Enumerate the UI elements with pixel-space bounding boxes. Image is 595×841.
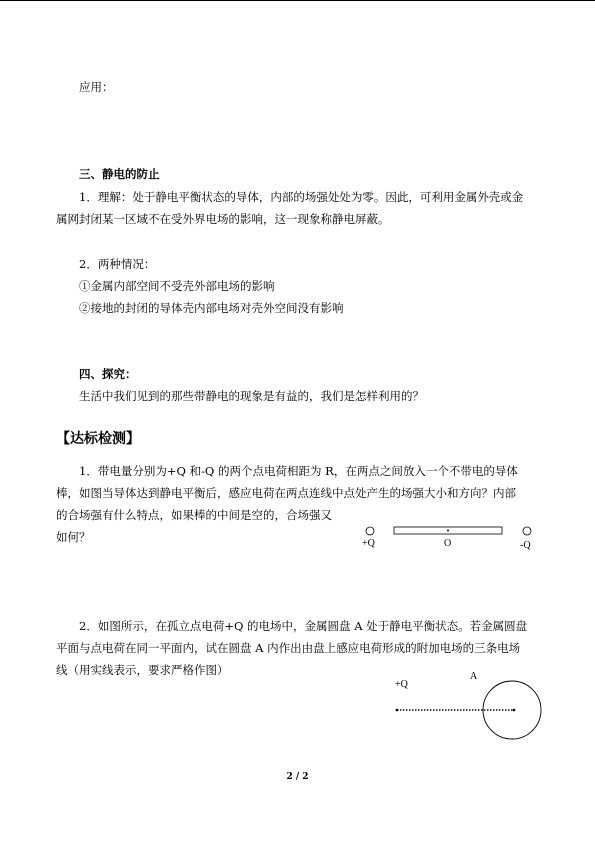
application-label: 应用： <box>79 80 114 94</box>
disk-center-dot <box>513 709 516 712</box>
section-3-item-1-line-2: 属网封闭某一区域不在受外界电场的影响，这一现象称静电屏蔽。 <box>56 212 390 226</box>
midpoint-label: O <box>444 538 452 549</box>
section-4-title: 四、探究： <box>79 367 137 381</box>
page-number: 2 / 2 <box>286 772 309 782</box>
section-3-item-2-title: 2．两种情况： <box>79 257 156 271</box>
question-2-line-3: 线（用实线表示，要求严格作图） <box>56 663 229 677</box>
question-1-line-3: 的合场强有什么特点，如果棒的中间是空的，合场强又 <box>56 508 332 522</box>
test-heading: 【达标检测】 <box>56 431 140 447</box>
question-1-line-4: 如何？ <box>56 530 91 544</box>
question-2-line-2: 平面与点电荷在同一平面内，试在圆盘 A 内作出由盘上感应电荷形成的附加电场的三条电场 <box>56 641 521 655</box>
question-1-line-2: 棒，如图当导体达到静电平衡后，感应电荷在两点连线中点处产生的场强大小和方向？内部 <box>56 486 516 500</box>
point-charge-label: +Q <box>395 679 408 690</box>
question-1-line-1: 1．带电量分别为+Q 和-Q 的两个点电荷相距为 R，在两点之间放入一个不带电的导体 <box>79 464 518 478</box>
section-3-item-1-line-1: 1．理解：处于静电平衡状态的导体，内部的场强处处为零。因此，可利用金属外壳或金 <box>79 190 524 204</box>
disk-label: A <box>470 671 478 682</box>
negative-charge-label: -Q <box>520 540 531 551</box>
section-3-case-2: ②接地的封闭的导体壳内部电场对壳外空间没有影响 <box>79 301 344 315</box>
question-2-line-1: 2．如图所示，在孤立点电荷+Q 的电场中，金属圆盘 A 处于静电平衡状态。若金属圆盘 <box>79 619 528 633</box>
section-3-title: 三、静电的防止 <box>79 167 160 181</box>
point-charge-dot <box>396 709 399 712</box>
section-4-question: 生活中我们见到的那些带静电的现象是有益的，我们是怎样利用的？ <box>79 389 424 403</box>
section-3-case-1: ①金属内部空间不受壳外部电场的影响 <box>79 279 275 293</box>
positive-charge-label: +Q <box>362 538 375 549</box>
